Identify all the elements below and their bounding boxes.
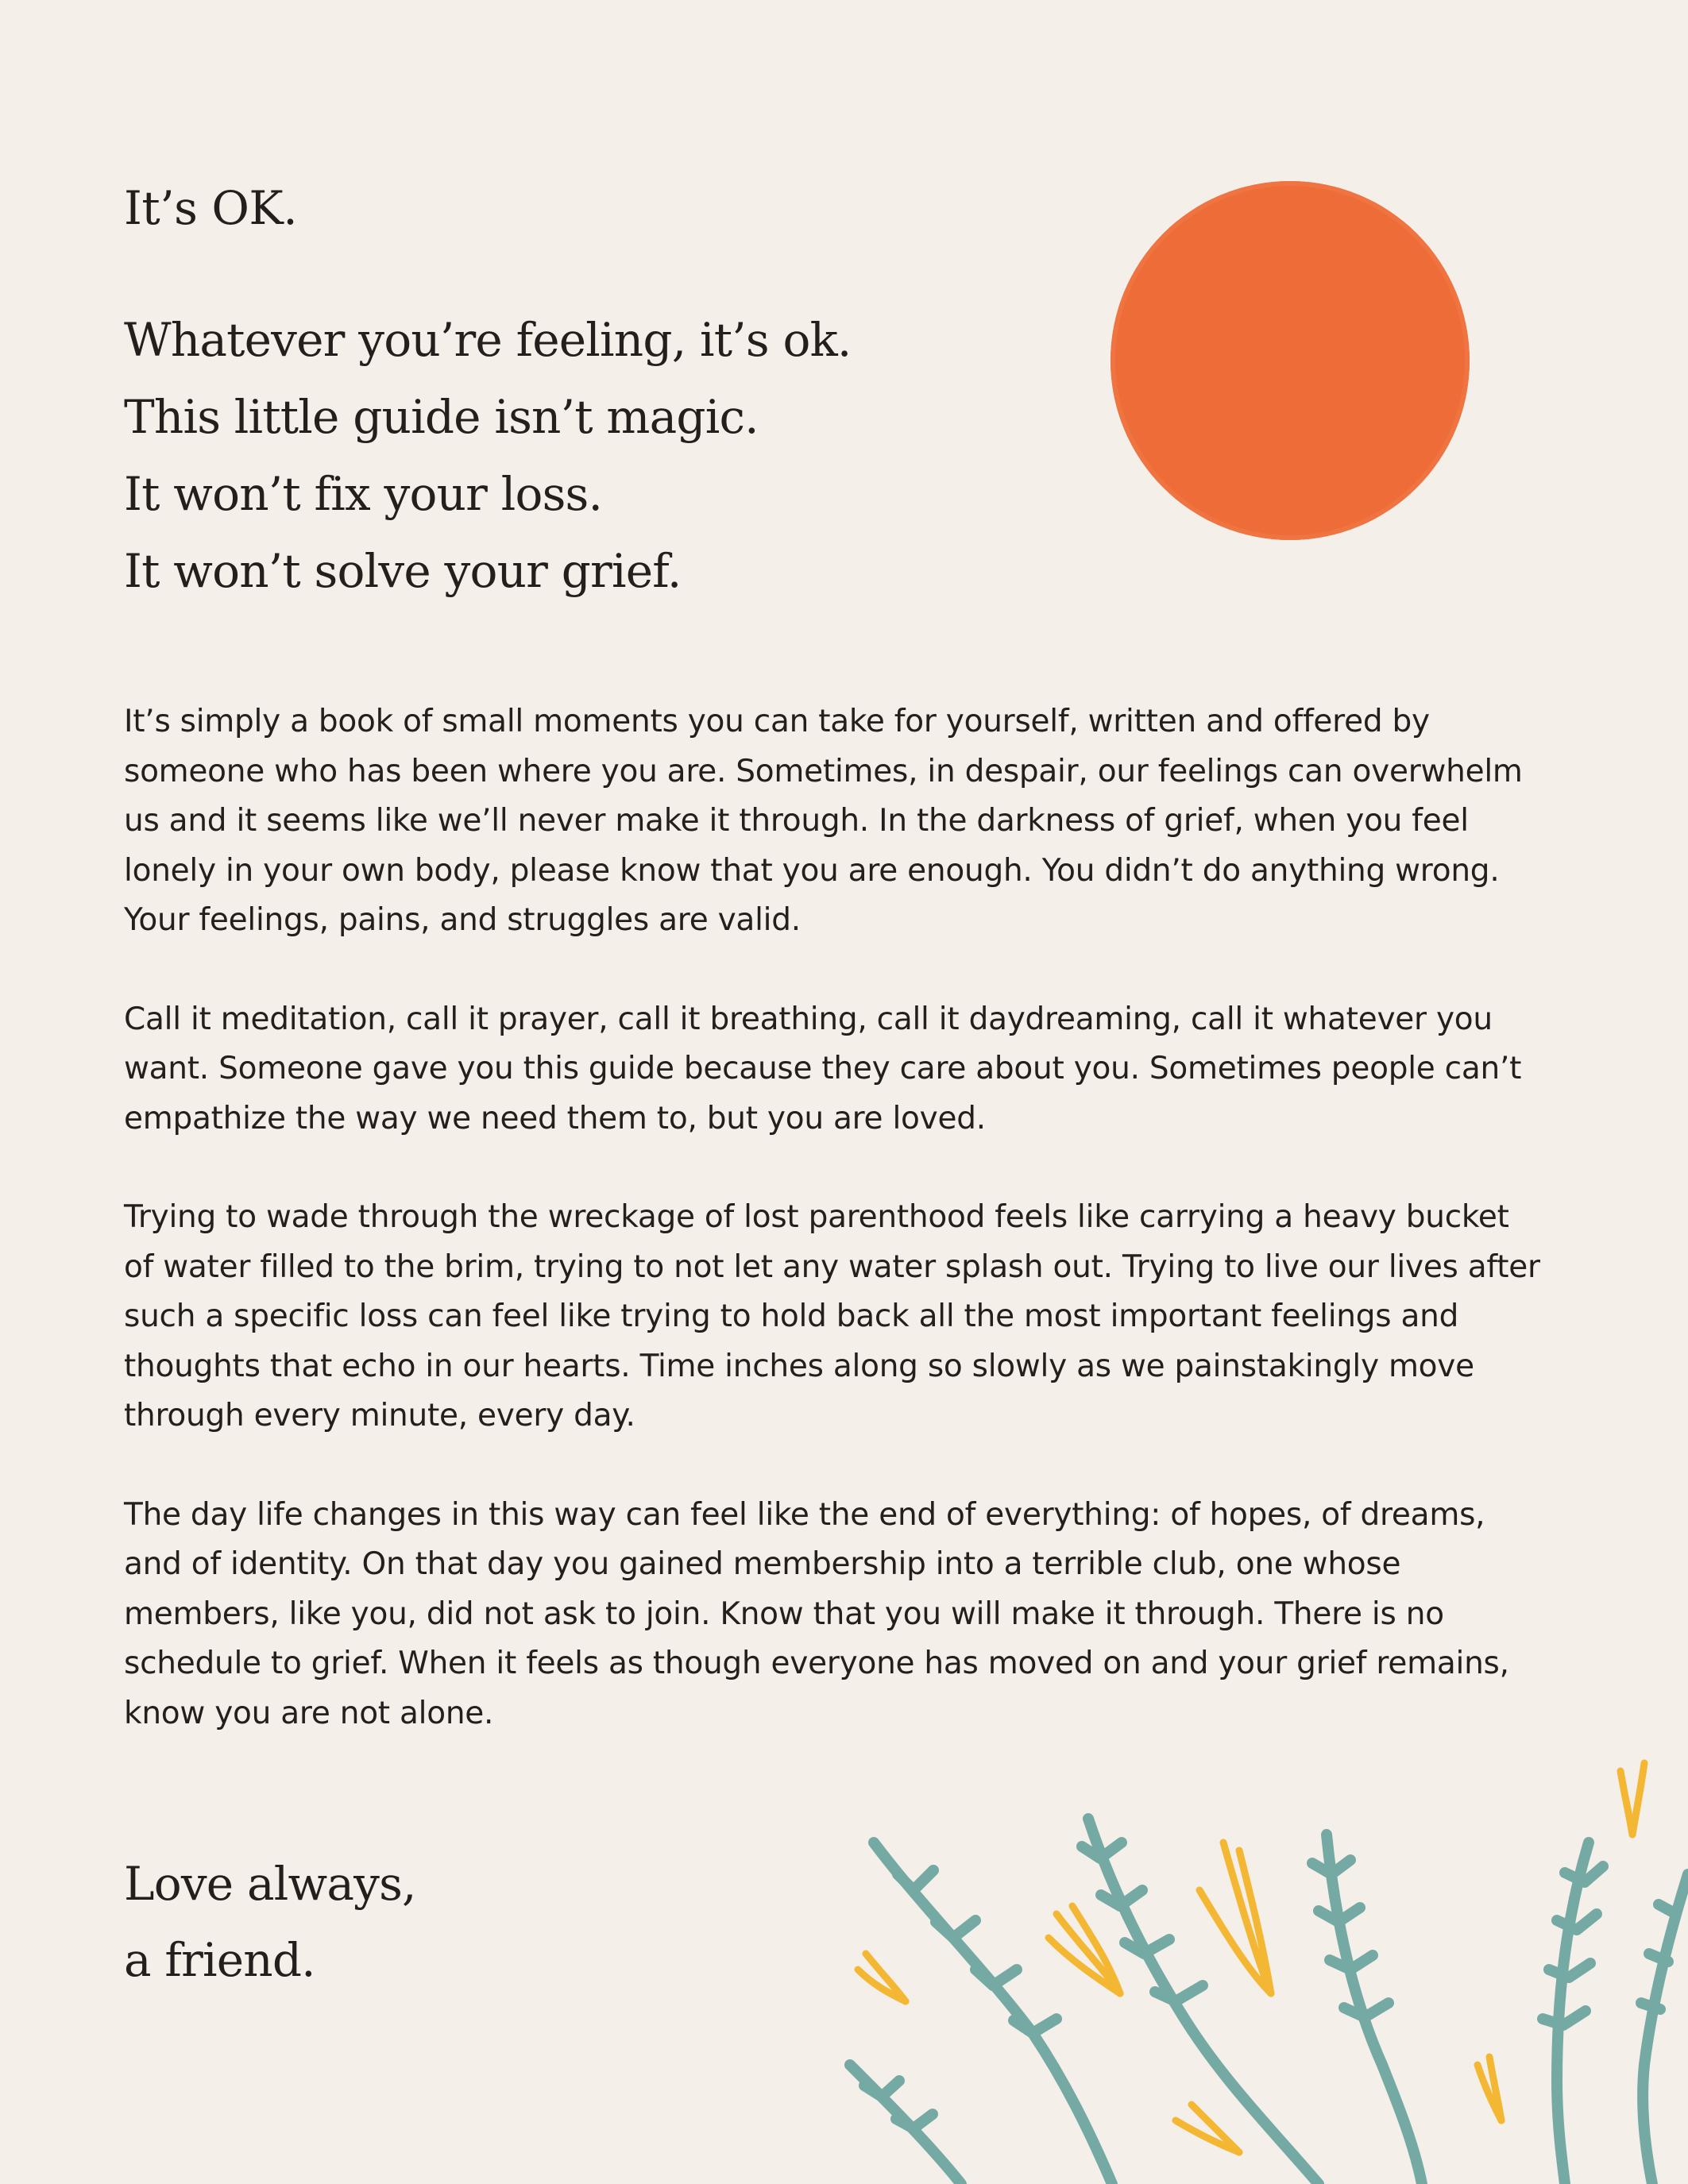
intro-line: Whatever you’re feeling, it’s ok. [124, 313, 852, 367]
signoff-line: a friend. [124, 1933, 315, 1987]
page-heading: It’s OK. [124, 181, 298, 235]
intro-line: It won’t solve your grief. [124, 544, 682, 598]
body-paragraph: The day life changes in this way can feel like the end of everything: of hopes, of dreams, and of identity. On that day you gained membership into a terrible club, one whose members, like you, did not ask to join. Know that you will make it through. There is no schedule to grief. When it feels as though everyone has moved on and your grief remains, know you are not alone. [124, 1496, 1509, 1731]
intro-line: This little guide isn’t magic. [124, 390, 759, 444]
intro-line: It won’t fix your loss. [124, 467, 603, 521]
body-text [124, 697, 1546, 1788]
body-paragraph: Trying to wade through the wreckage of lost parenthood feels like carrying a heavy bucket of water filled to the brim, trying to not let any water splash out. Trying to live our lives after such a specific loss can feel like trying to hold back all the most important feelings and thoughts that echo in our hearts. Time inches along so slowly as we painstakingly move through every minute, every day. [124, 1199, 1540, 1433]
body-paragraph: It’s simply a book of small moments you can take for yourself, written and offered by someone who has been where you are. Sometimes, in despair, our feelings can overwhelm us and it seems like we’ll never make it through. In the darkness of grief, when you feel lonely in your own body, please know that you are enough. You didn’t do anything wrong. Your feelings, pains, and struggles are valid. [124, 704, 1523, 938]
signoff-line: Love always, [124, 1857, 416, 1911]
signoff [124, 1846, 416, 1998]
intro-lines [124, 302, 852, 610]
body-paragraph: Call it meditation, call it prayer, call it breathing, call it daydreaming, call it whatever you want. Someone gave you this guide because they care about you. Sometimes people can’t empathize the way we need them to, but you are loved. [124, 1001, 1522, 1136]
sun-icon [1111, 181, 1470, 540]
botanical-sprigs-icon [826, 1731, 1688, 2184]
